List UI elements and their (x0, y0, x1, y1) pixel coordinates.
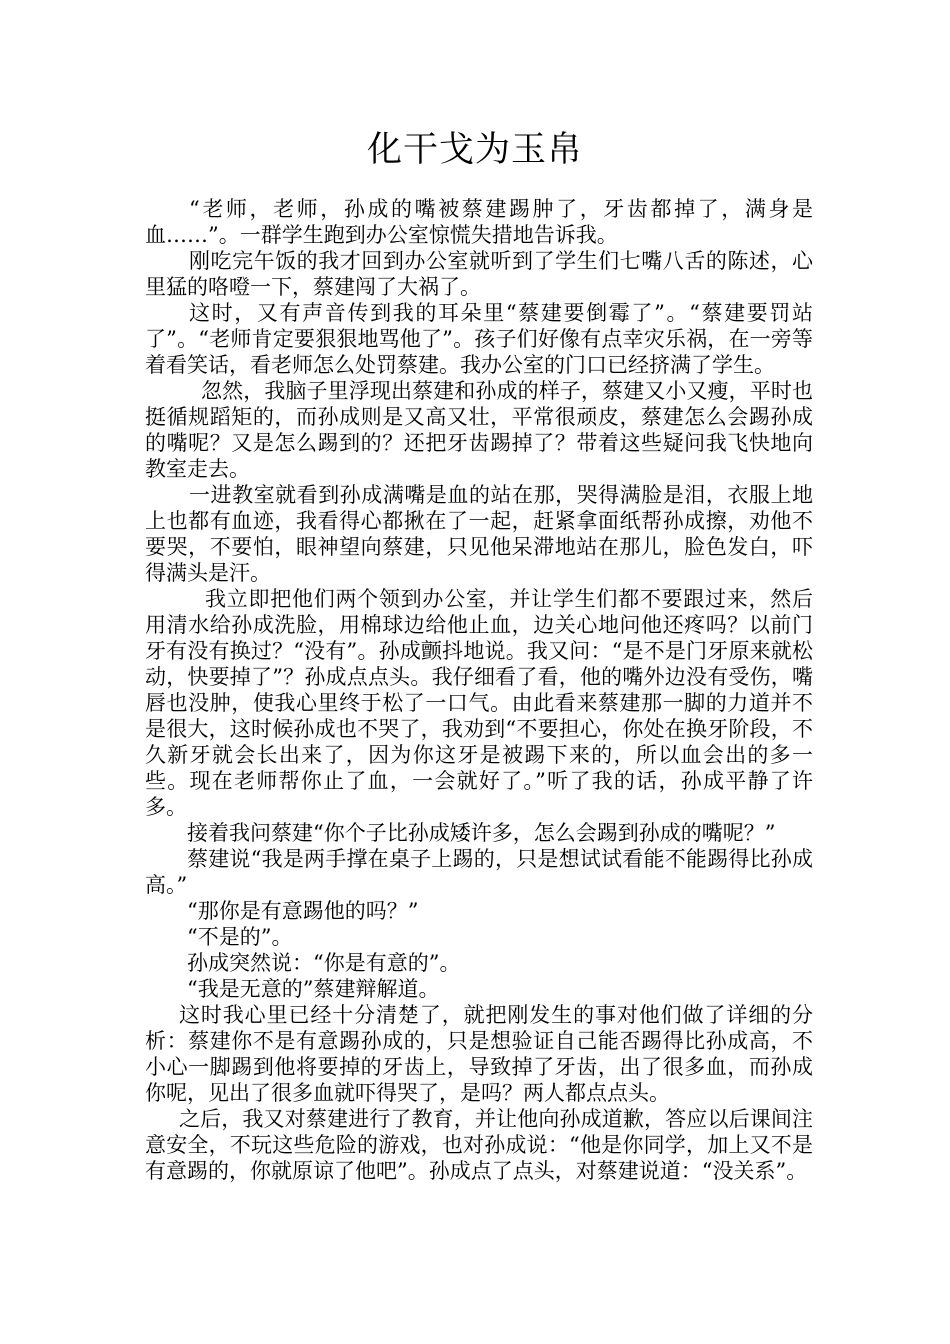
paragraph: 这时，又有声音传到我的耳朵里“蔡建要倒霉了”。“蔡建要罚站了”。“老师肯定要狠狠地骂他了”。孩子们好像有点幸灾乐祸，在一旁等着看笑话，看老师怎么处罚蔡建。我办公室的门口已经挤满了学生。 (145, 301, 813, 377)
paragraph: “不是的”。 (187, 925, 293, 949)
paragraph: “老师，老师，孙成的嘴被蔡建踢肿了，牙齿都掉了，满身是血……”。一群学生跑到办公室惊慌失措地告诉我。 (145, 197, 813, 247)
paragraph: 忽然，我脑子里浮现出蔡建和孙成的样子，蔡建又小又瘦，平时也挺循规蹈矩的，而孙成则是又高又壮，平常很顽皮，蔡建怎么会踢孙成的嘴呢？又是怎么踢到的？还把牙齿踢掉了？带着这些疑问我飞快地向教室走去。 (145, 379, 813, 481)
document-title: 化干戈为玉帛 (366, 130, 583, 170)
paragraph: 接着我问蔡建“你个子比孙成矮许多，怎么会踢到孙成的嘴呢？” (187, 821, 776, 845)
paragraph: “我是无意的”蔡建辩解道。 (187, 977, 440, 1001)
paragraph: 之后，我又对蔡建进行了教育，并让他向孙成道歉，答应以后课间注意安全，不玩这些危险的游戏，也对孙成说：“他是你同学，加上又不是有意踢的，你就原谅了他吧”。孙成点了点头，对蔡建说道：“没关系”。 (145, 1107, 813, 1183)
paragraph: 孙成突然说：“你是有意的”。 (187, 951, 461, 975)
paragraph: 蔡建说“我是两手撑在桌子上踢的，只是想试试看能不能踢得比孙成高。” (145, 847, 813, 897)
paragraph: 一进教室就看到孙成满嘴是血的站在那，哭得满脸是泪，衣服上地上也都有血迹，我看得心都揪在了一起，赶紧拿面纸帮孙成擦，劝他不要哭，不要怕，眼神望向蔡建，只见他呆滞地站在那儿，脸色发白，吓得满头是汗。 (145, 483, 813, 585)
paragraph: 刚吃完午饭的我才回到办公室就听到了学生们七嘴八舌的陈述，心里猛的咯噔一下，蔡建闯了大祸了。 (145, 249, 813, 299)
paragraph: 这时我心里已经十分清楚了，就把刚发生的事对他们做了详细的分析：蔡建你不是有意踢孙成的，只是想验证自己能否踢得比孙成高，不小心一脚踢到他将要掉的牙齿上，导致掉了牙齿，出了很多血，而孙成你呢，见出了很多血就吓得哭了，是吗？两人都点点头。 (145, 1003, 813, 1105)
paragraph: “那你是有意踢他的吗？” (187, 899, 419, 923)
paragraph: 我立即把他们两个领到办公室，并让学生们都不要跟过来，然后用清水给孙成洗脸，用棉球边给他止血，边关心地问他还疼吗？以前门牙有没有换过？“没有”。孙成颤抖地说。我又问：“是不是门牙原来就松动，快要掉了”？孙成点点头。我仔细看了看，他的嘴外边没有受伤，嘴唇也没肿，使我心里终于松了一口气。由此看来蔡建那一脚的力道并不是很大，这时候孙成也不哭了，我劝到“不要担心，你处在换牙阶段，不久新牙就会长出来了，因为你这牙是被踢下来的，所以血会出的多一些。现在老师帮你止了血，一会就好了。”听了我的话，孙成平静了许多。 (145, 587, 813, 819)
document-body (145, 196, 813, 1184)
